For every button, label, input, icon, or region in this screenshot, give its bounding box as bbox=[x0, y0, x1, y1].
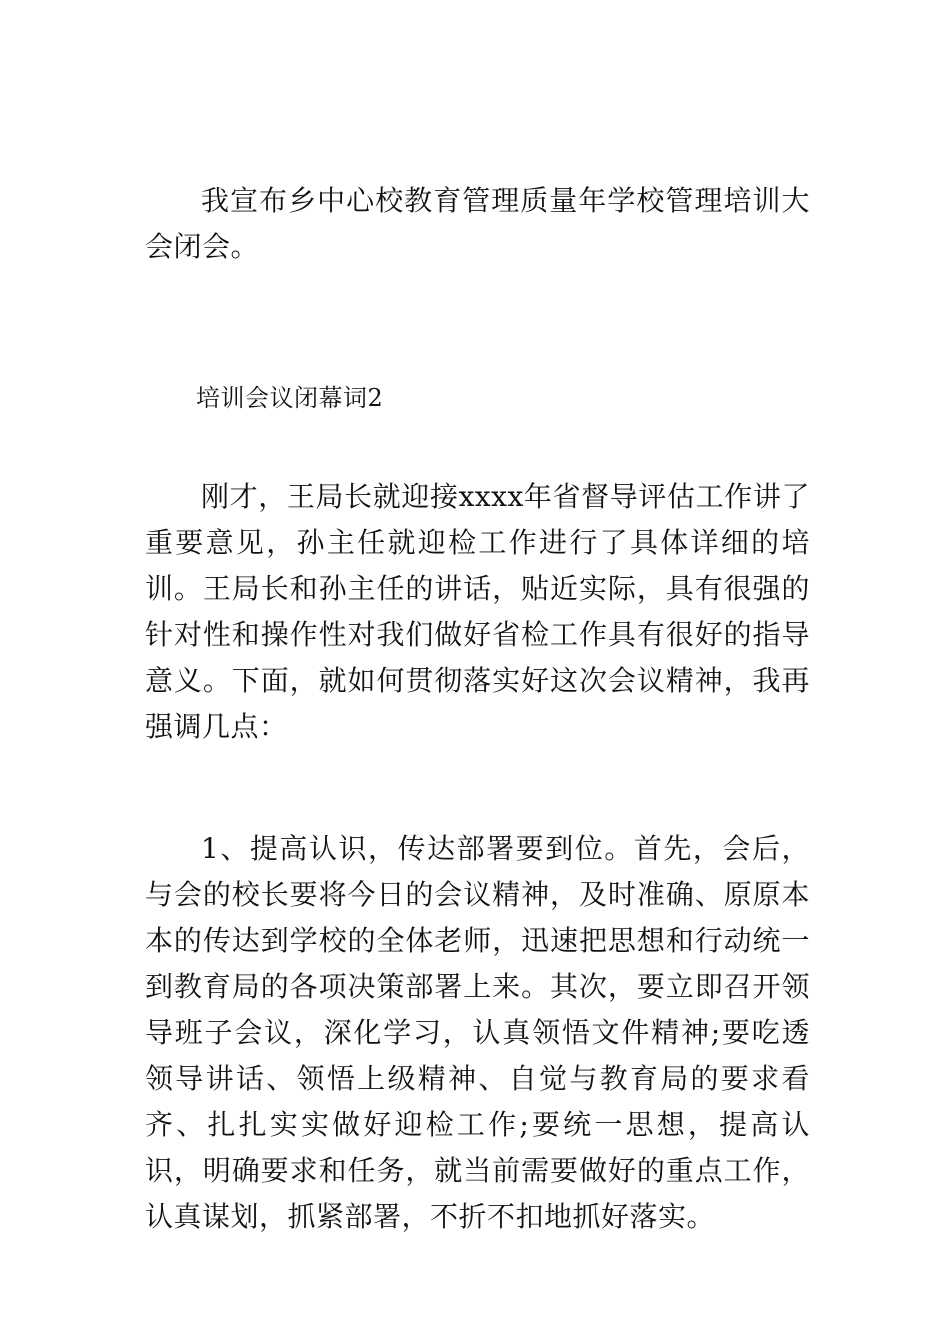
point-1-paragraph: 1、提高认识，传达部署要到位。首先，会后，与会的校长要将今日的会议精神，及时准确、原原本本的传达到学校的全体老师，迅速把思想和行动统一到教育局的各项决策部署上来。其次，要立即召开领导班子会议，深化学习，认真领悟文件精神;要吃透领导讲话、领悟上级精神、自觉与教育局的要求看齐、扎扎实实做好迎检工作;要统一思想，提高认识，明确要求和任务，就当前需要做好的重点工作，认真谋划，抓紧部署，不折不扣地抓好落实。 bbox=[145, 832, 810, 1233]
intro-paragraph: 刚才，王局长就迎接xxxx年省督导评估工作讲了重要意见，孙主任就迎检工作进行了具体详细的培训。王局长和孙主任的讲话，贴近实际，具有很强的针对性和操作性对我们做好省检工作具有很好的指导意义。下面，就如何贯彻落实好这次会议精神，我再强调几点： bbox=[145, 480, 810, 743]
closing-paragraph: 我宣布乡中心校教育管理质量年学校管理培训大会闭会。 bbox=[145, 184, 810, 263]
section-heading: 培训会议闭幕词2 bbox=[196, 384, 384, 412]
